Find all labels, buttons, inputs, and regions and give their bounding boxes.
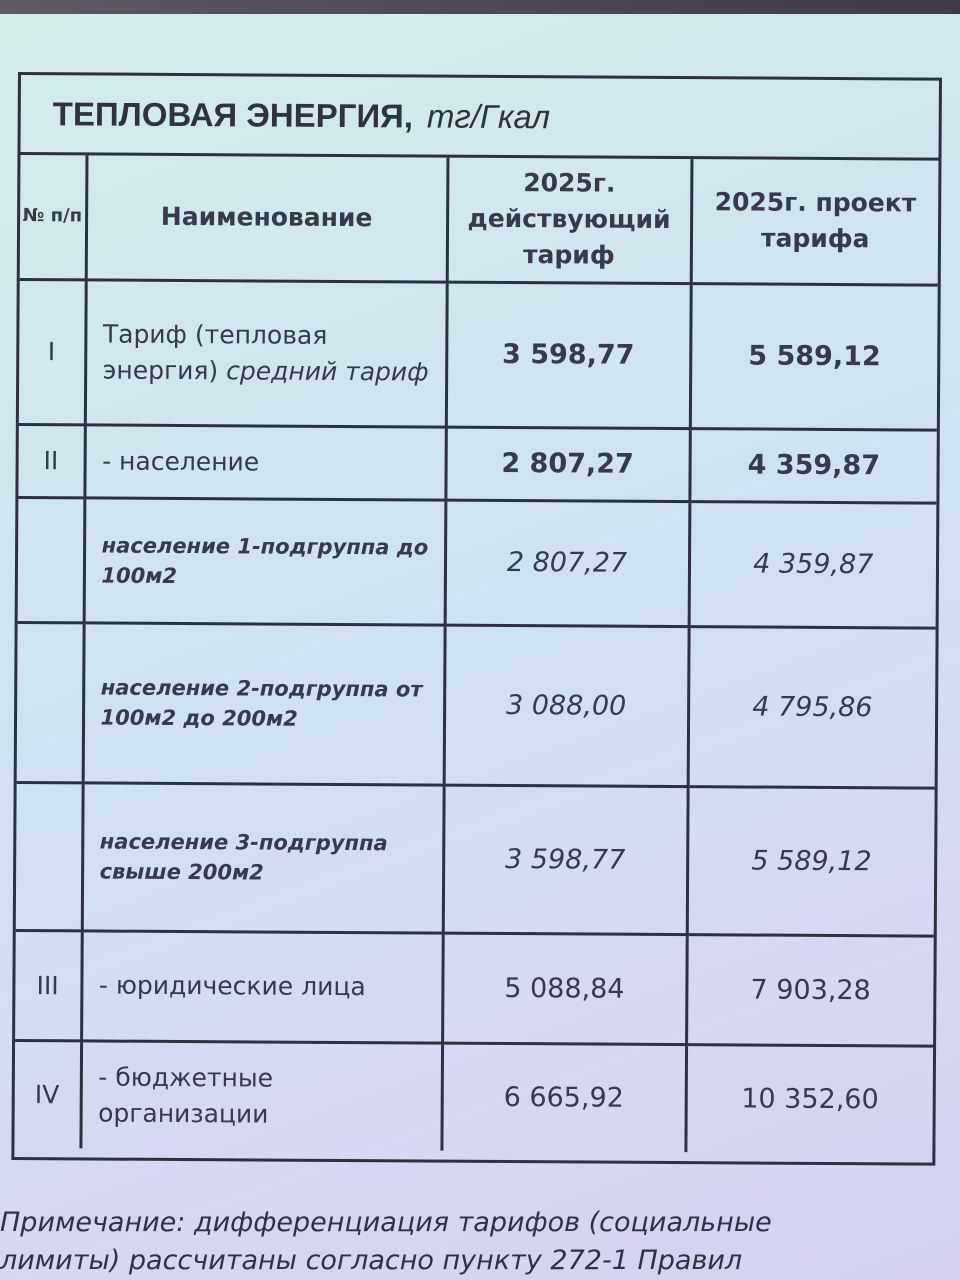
row-project: 4 359,87 (689, 428, 936, 503)
row-name: - население (84, 424, 445, 499)
table-row (14, 1040, 933, 1154)
row-current: 6 665,92 (441, 1043, 686, 1152)
row-name: - юридические лица (81, 930, 443, 1042)
table-title: ТЕПЛОВАЯ ЭНЕРГИЯ, (52, 94, 414, 134)
table-row (15, 930, 934, 1046)
slide (0, 14, 960, 1280)
row-name: население 3-подгруппа свыше 200м2 (82, 782, 444, 932)
table-unit: тг/Гкал (426, 96, 551, 135)
table-row (17, 622, 936, 788)
row-num (17, 622, 84, 782)
row-project: 10 352,60 (685, 1044, 933, 1154)
row-num (18, 497, 85, 622)
row-name: население 2-подгруппа от 100м2 до 200м2 (83, 622, 445, 784)
row-num: IV (14, 1040, 81, 1148)
footnote (0, 1204, 960, 1280)
row-current: 2 807,27 (445, 500, 690, 626)
row-num: II (18, 424, 84, 497)
table-row (18, 497, 937, 628)
row-project: 7 903,28 (686, 934, 934, 1046)
row-current: 3 088,00 (444, 625, 689, 786)
row-current: 3 598,77 (443, 785, 688, 934)
footnote-line-1: Примечание: дифференциация тарифов (социальные (0, 1207, 772, 1238)
row-num: III (15, 930, 82, 1040)
row-project: 4 795,86 (688, 626, 936, 788)
row-name-italic: средний тариф (226, 355, 429, 387)
row-num (16, 782, 83, 930)
row-name-plain: Тариф (тепловая энергия) (102, 319, 328, 385)
header-num: № п/п (20, 155, 87, 279)
top-dark-band (0, 0, 960, 14)
row-num: I (19, 279, 86, 424)
header-current: 2025г. действующий тариф (447, 158, 692, 283)
row-current: 5 088,84 (442, 933, 687, 1044)
tariff-table-frame (11, 72, 942, 1166)
row-current: 2 807,27 (445, 427, 689, 501)
table-row (16, 782, 935, 936)
row-project: 5 589,12 (687, 786, 935, 936)
tariff-table (14, 155, 938, 1154)
row-name: - бюджетные организации (80, 1040, 442, 1150)
table-title-row (20, 75, 938, 161)
header-name: Наименование (86, 155, 448, 281)
table-row (19, 279, 938, 430)
header-project: 2025г. проект тарифа (691, 159, 939, 285)
row-project: 4 359,87 (689, 501, 937, 628)
row-name: население 1-подгруппа до 100м2 (84, 497, 446, 624)
table-header-row (20, 155, 939, 285)
row-name (85, 279, 447, 426)
row-current: 3 598,77 (446, 282, 691, 428)
row-project: 5 589,12 (690, 283, 938, 430)
footnote-line-2: лимиты) рассчитаны согласно пункту 272-1 Правил (0, 1245, 743, 1276)
table-row (18, 424, 936, 503)
